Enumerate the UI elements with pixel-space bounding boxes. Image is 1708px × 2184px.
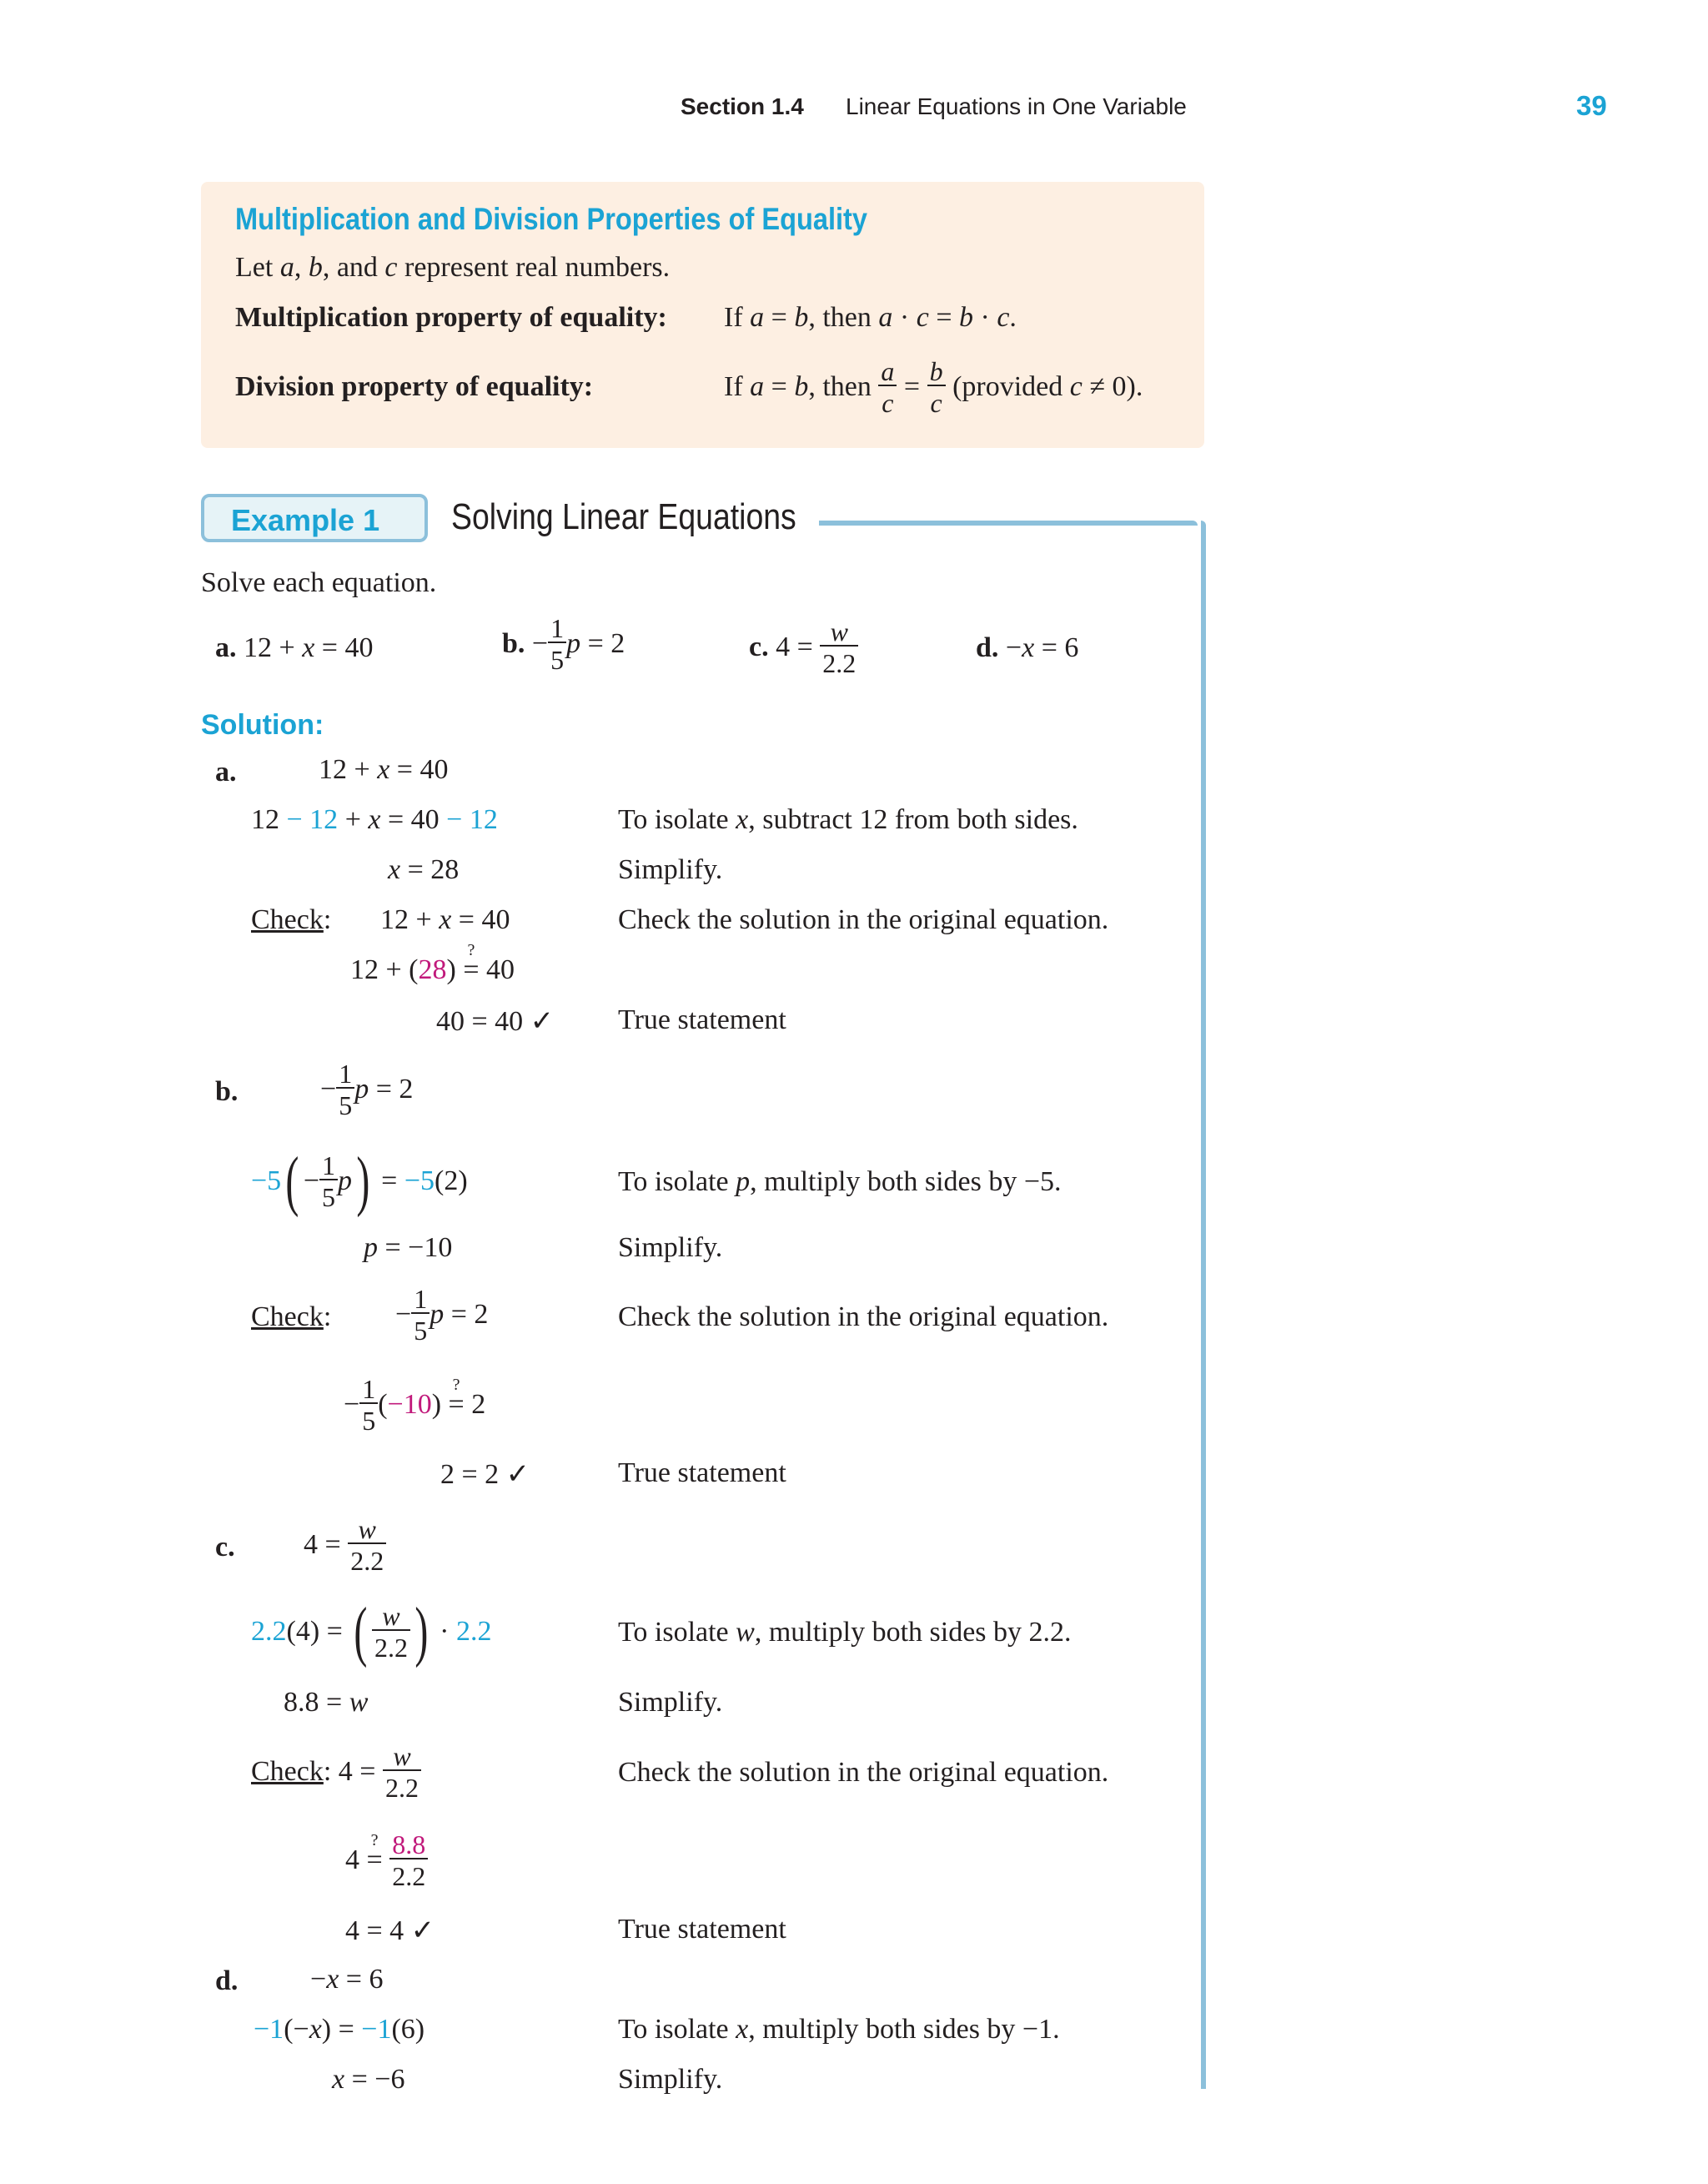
part-d-label: d.: [215, 1965, 239, 1996]
property-box-title: Multiplication and Division Properties of Equality: [235, 202, 868, 236]
eq-c-check-1: Check : 4 = $\frac{w}{2.2}$: [251, 1735, 421, 1809]
problem-a: a. 12 + x = 40: [215, 632, 374, 663]
note-a-4: True statement: [618, 1004, 786, 1035]
note-a-3: Check the solution in the original equation.: [618, 904, 1109, 935]
problem-b: b. − $\frac{1}{5}$ p = 2: [502, 613, 625, 675]
div-property-label: Division property of equality:: [235, 371, 594, 402]
note-c-3: Check the solution in the original equation.: [618, 1757, 1109, 1788]
note-d-1: To isolate x, multiply both sides by −1.: [618, 2014, 1060, 2045]
eq-d-1: −x = 6: [310, 1964, 384, 1995]
example-header-rule: [819, 521, 1198, 526]
eq-c-3: 8.8 = w: [284, 1687, 369, 1718]
note-c-2: Simplify.: [618, 1687, 723, 1718]
mult-property-label: Multiplication property of equality:: [235, 302, 667, 333]
note-b-2: Simplify.: [618, 1232, 723, 1263]
check-b-label: Check:: [251, 1301, 332, 1332]
eq-a-check-3: 40 = 40 ✓: [436, 1006, 555, 1037]
check-a-label: Check:: [251, 904, 332, 935]
part-c-label: c.: [215, 1532, 235, 1563]
note-b-1: To isolate p, multiply both sides by −5.: [618, 1166, 1062, 1197]
note-c-1: To isolate w, multiply both sides by 2.2.: [618, 1617, 1072, 1648]
note-b-4: True statement: [618, 1457, 786, 1488]
note-a-2: Simplify.: [618, 854, 723, 885]
div-property-rule: If a = b , then $\frac{a}{c}$ = $\frac{b}{c}$ (provided c ≠ 0).: [724, 356, 1143, 418]
eq-c-2: 2.2 (4) = ( $\frac{w}{2.2}$ ) · 2.2: [251, 1595, 492, 1668]
eq-b-1: − $\frac{1}{5}$ p = 2: [320, 1059, 414, 1120]
page-number: 39: [1576, 90, 1607, 121]
eq-d-3: x = −6: [332, 2064, 405, 2095]
eq-c-check-2: 4 ? = $\frac{8.8}{2.2}$: [345, 1824, 428, 1897]
eq-d-2: −1(−x) = −1(6): [254, 2014, 425, 2045]
example-title: Solving Linear Equations: [451, 496, 796, 537]
eq-b-check-2: − $\frac{1}{5}$ ( −10 ) ? = 2: [344, 1374, 486, 1436]
eq-c-check-3: 4 = 4 ✓: [345, 1915, 435, 1946]
note-b-3: Check the solution in the original equation.: [618, 1301, 1109, 1332]
example-instruction: Solve each equation.: [201, 567, 437, 598]
problem-c: c. 4 = $\frac{w}{2.2}$: [749, 614, 858, 681]
example-side-rule: [1201, 521, 1206, 2089]
note-c-4: True statement: [618, 1914, 786, 1945]
eq-a-3: x = 28: [388, 854, 460, 885]
eq-b-2: −5 ( − $\frac{1}{5}$ p ) = −5 (2): [251, 1145, 468, 1218]
note-d-2: Simplify.: [618, 2064, 723, 2095]
eq-b-check-1: − $\frac{1}{5}$ p = 2: [395, 1284, 489, 1346]
eq-b-check-3: 2 = 2 ✓: [440, 1459, 530, 1490]
problem-d: d. −x = 6: [976, 632, 1079, 663]
eq-c-1: 4 = $\frac{w}{2.2}$: [304, 1508, 386, 1582]
solution-label: Solution:: [201, 709, 324, 741]
part-b-label: b.: [215, 1076, 239, 1107]
section-number: Section 1.4: [681, 93, 804, 119]
eq-a-2: 12 − 12 + x = 40 − 12: [251, 804, 498, 835]
eq-b-3: p = −10: [364, 1232, 453, 1263]
section-title: Linear Equations in One Variable: [846, 93, 1187, 119]
property-intro: Let a, b, and c represent real numbers.: [235, 252, 671, 283]
part-a-label: a.: [215, 757, 237, 788]
eq-a-check-1: 12 + x = 40: [380, 904, 510, 935]
eq-a-check-2: 12 + (28) ? = 40: [350, 941, 515, 985]
mult-property-rule: If a = b, then a · c = b · c.: [724, 302, 1017, 333]
note-a-1: To isolate x, subtract 12 from both sides.: [618, 804, 1078, 835]
eq-a-1: 12 + x = 40: [319, 754, 449, 785]
example-badge-label: Example 1: [231, 503, 380, 537]
